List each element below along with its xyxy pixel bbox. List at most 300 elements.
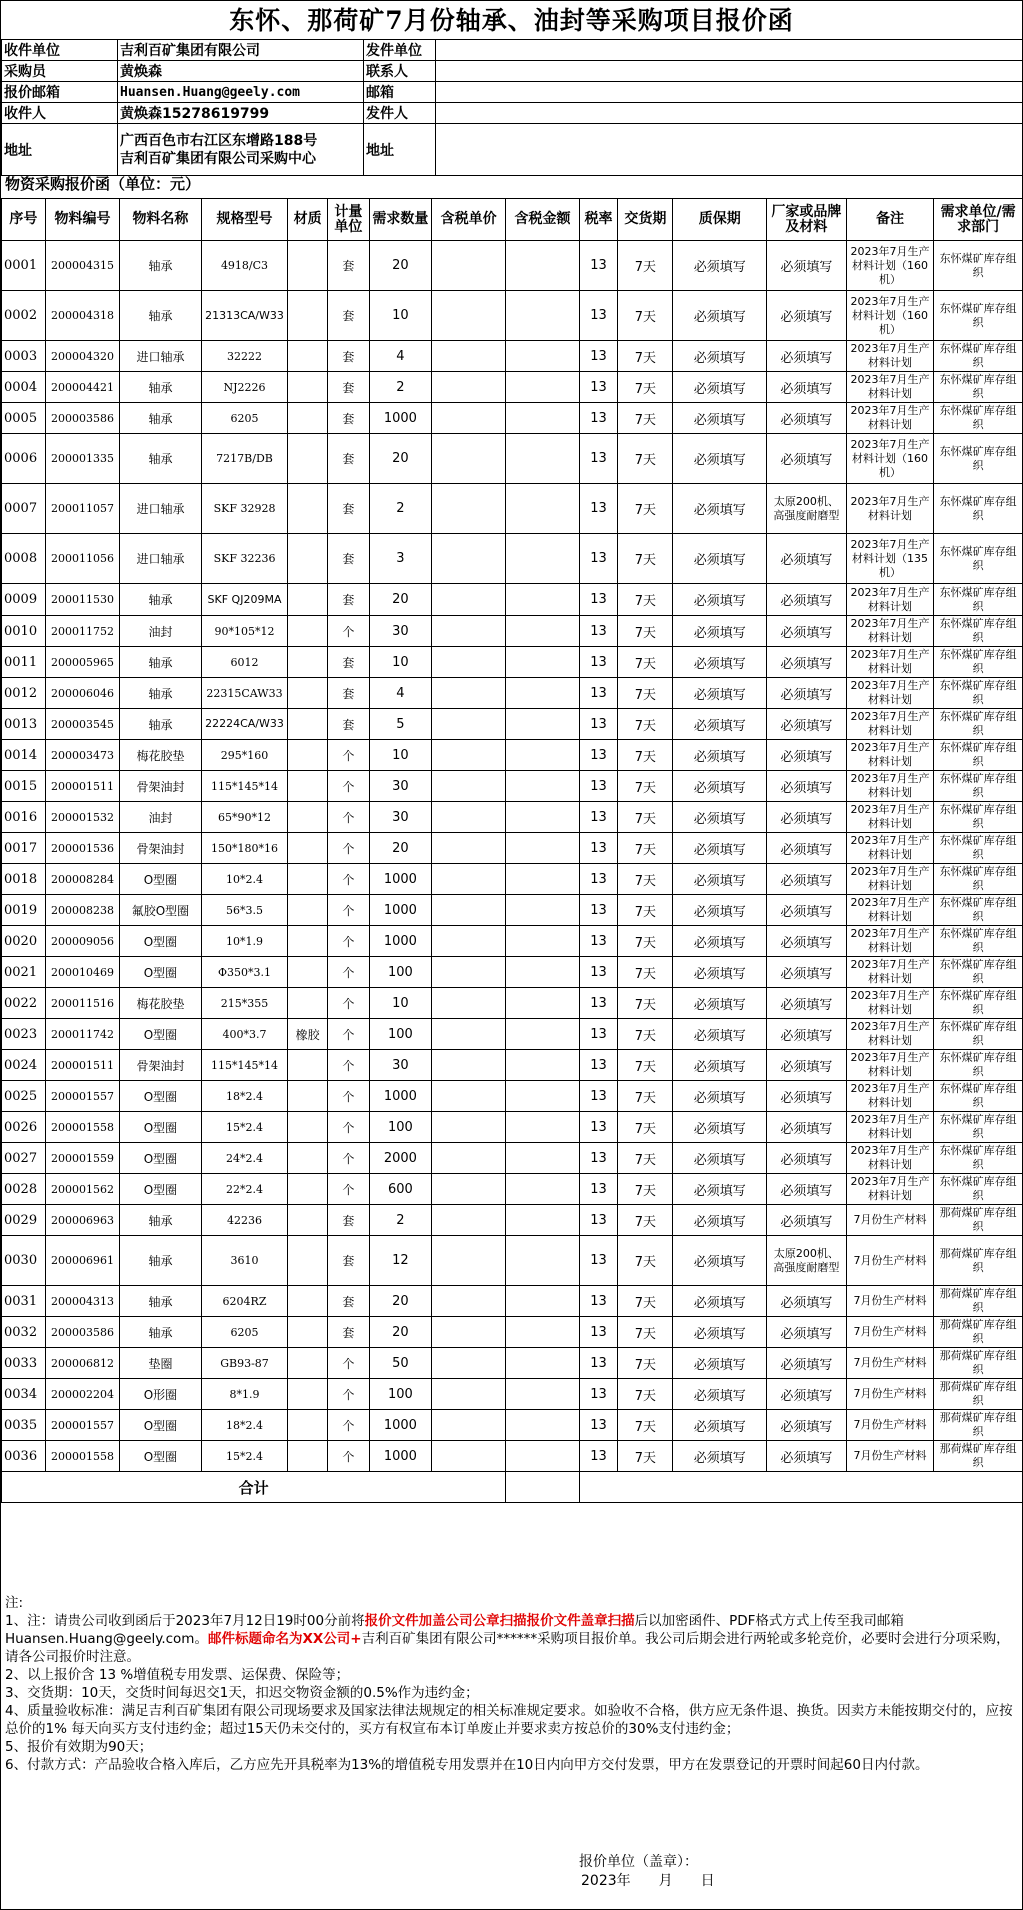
row-unit-price-input[interactable] [431, 1410, 505, 1441]
header-qty: 需求数量 [369, 199, 431, 241]
row-delivery: 7天 [618, 534, 673, 584]
row-spec: 90*105*12 [201, 616, 288, 647]
row-dept: 东怀煤矿库存组织 [934, 241, 1023, 291]
table-row [2, 241, 1023, 291]
row-amount-input[interactable] [506, 584, 579, 616]
row-seq: 0010 [2, 616, 46, 647]
sender-unit-label: 发件单位 [364, 40, 436, 61]
table-subtitle: 物资采购报价函（单位：元） [5, 175, 201, 193]
row-dept: 那荷煤矿库存组织 [934, 1317, 1023, 1348]
row-unit-price-input[interactable] [431, 434, 505, 484]
row-unit: 个 [328, 771, 370, 802]
row-material [288, 1410, 328, 1441]
row-unit-price-input[interactable] [431, 678, 505, 709]
row-remark: 2023年7月生产材料计划 [846, 1174, 934, 1205]
table-row [2, 926, 1023, 957]
row-unit: 个 [328, 1379, 370, 1410]
row-material [288, 403, 328, 434]
row-spec: 8*1.9 [201, 1379, 288, 1410]
total-amount-input[interactable] [506, 1472, 579, 1503]
row-delivery: 7天 [618, 1205, 673, 1236]
row-spec: 6205 [201, 1317, 288, 1348]
row-delivery: 7天 [618, 678, 673, 709]
table-row [2, 372, 1023, 403]
row-warranty: 必须填写 [673, 1019, 767, 1050]
row-amount-input[interactable] [506, 957, 579, 988]
row-amount-input[interactable] [506, 1019, 579, 1050]
row-unit: 个 [328, 1081, 370, 1112]
row-amount-input[interactable] [506, 1205, 579, 1236]
row-brand: 必须填写 [767, 864, 846, 895]
row-material [288, 534, 328, 584]
row-code: 200011057 [45, 484, 119, 534]
row-seq: 0033 [2, 1348, 46, 1379]
mailbox-value[interactable] [436, 82, 1023, 103]
row-amount-input[interactable] [506, 1348, 579, 1379]
row-qty: 10 [369, 647, 431, 678]
row-qty: 5 [369, 709, 431, 740]
row-amount-input[interactable] [506, 1174, 579, 1205]
row-qty: 10 [369, 740, 431, 771]
row-amount-input[interactable] [506, 647, 579, 678]
row-remark: 2023年7月生产材料计划 [846, 895, 934, 926]
row-name: 氟胶O型圈 [120, 895, 202, 926]
row-spec: 6204RZ [201, 1286, 288, 1317]
row-delivery: 7天 [618, 709, 673, 740]
row-spec: SKF 32236 [201, 534, 288, 584]
row-dept: 东怀煤矿库存组织 [934, 403, 1023, 434]
table-row [2, 771, 1023, 802]
row-amount-input[interactable] [506, 341, 579, 372]
row-tax: 13 [579, 957, 618, 988]
row-tax: 13 [579, 647, 618, 678]
row-delivery: 7天 [618, 1441, 673, 1472]
row-amount-input[interactable] [506, 241, 579, 291]
row-amount-input[interactable] [506, 678, 579, 709]
header-code: 物料编号 [45, 199, 119, 241]
row-amount-input[interactable] [506, 1112, 579, 1143]
row-brand: 必须填写 [767, 771, 846, 802]
row-seq: 0036 [2, 1441, 46, 1472]
row-material [288, 484, 328, 534]
row-remark: 2023年7月生产材料计划（135机） [846, 534, 934, 584]
table-row [2, 1174, 1023, 1205]
row-amount-input[interactable] [506, 988, 579, 1019]
row-unit-price-input[interactable] [431, 740, 505, 771]
row-name: 轴承 [120, 372, 202, 403]
row-code: 200006963 [45, 1205, 119, 1236]
row-seq: 0025 [2, 1081, 46, 1112]
row-tax: 13 [579, 1410, 618, 1441]
page-title: 东怀、那荷矿7月份轴承、油封等采购项目报价函 [229, 6, 794, 35]
row-remark: 2023年7月生产材料计划 [846, 709, 934, 740]
row-unit-price-input[interactable] [431, 291, 505, 341]
row-dept: 东怀煤矿库存组织 [934, 1081, 1023, 1112]
row-unit: 套 [328, 1286, 370, 1317]
row-unit-price-input[interactable] [431, 1143, 505, 1174]
row-qty: 50 [369, 1348, 431, 1379]
row-remark: 7月份生产材料 [846, 1348, 934, 1379]
row-unit-price-input[interactable] [431, 647, 505, 678]
table-row [2, 1112, 1023, 1143]
row-spec: 6012 [201, 647, 288, 678]
row-unit-price-input[interactable] [431, 584, 505, 616]
row-name: 垫圈 [120, 1348, 202, 1379]
row-code: 200001532 [45, 802, 119, 833]
row-material [288, 616, 328, 647]
row-dept: 那荷煤矿库存组织 [934, 1441, 1023, 1472]
row-warranty: 必须填写 [673, 709, 767, 740]
row-name: O型圈 [120, 1112, 202, 1143]
row-unit-price-input[interactable] [431, 895, 505, 926]
row-qty: 100 [369, 957, 431, 988]
row-unit-price-input[interactable] [431, 709, 505, 740]
header-warranty: 质保期 [673, 199, 767, 241]
address-label: 地址 [2, 124, 118, 176]
row-delivery: 7天 [618, 957, 673, 988]
row-tax: 13 [579, 291, 618, 341]
row-dept: 东怀煤矿库存组织 [934, 584, 1023, 616]
row-amount-input[interactable] [506, 833, 579, 864]
row-amount-input[interactable] [506, 740, 579, 771]
row-name: O型圈 [120, 864, 202, 895]
row-qty: 100 [369, 1019, 431, 1050]
row-seq: 0024 [2, 1050, 46, 1081]
row-code: 200010469 [45, 957, 119, 988]
row-tax: 13 [579, 1379, 618, 1410]
info-table [1, 39, 1023, 176]
table-row [2, 1286, 1023, 1317]
table-row [2, 403, 1023, 434]
row-brand: 必须填写 [767, 988, 846, 1019]
row-unit-price-input[interactable] [431, 372, 505, 403]
note-1-highlight-1: 报价文件加盖公司公章扫描报价文件盖章扫描 [364, 1613, 635, 1629]
row-name: 骨架油封 [120, 771, 202, 802]
note-1-text-b: 后以加密函件、PDF格式方式上传至我司邮箱Huansen.Huang@geely.com。 [5, 1613, 904, 1647]
row-dept: 东怀煤矿库存组织 [934, 771, 1023, 802]
row-unit: 个 [328, 802, 370, 833]
row-remark: 2023年7月生产材料计划 [846, 484, 934, 534]
row-amount-input[interactable] [506, 372, 579, 403]
row-name: O型圈 [120, 926, 202, 957]
row-seq: 0007 [2, 484, 46, 534]
row-unit-price-input[interactable] [431, 833, 505, 864]
note-1-text-a: 1、注：请贵公司收到函后于2023年7月12日19时00分前将 [5, 1613, 365, 1629]
row-name: 油封 [120, 616, 202, 647]
table-row [2, 584, 1023, 616]
row-unit-price-input[interactable] [431, 1317, 505, 1348]
row-tax: 13 [579, 434, 618, 484]
row-amount-input[interactable] [506, 484, 579, 534]
row-unit: 套 [328, 403, 370, 434]
row-qty: 4 [369, 341, 431, 372]
row-delivery: 7天 [618, 833, 673, 864]
sender-unit-value[interactable] [436, 40, 1023, 61]
row-dept: 东怀煤矿库存组织 [934, 434, 1023, 484]
row-seq: 0002 [2, 291, 46, 341]
row-unit: 个 [328, 740, 370, 771]
note-2: 2、以上报价含 13 %增值税专用发票、运保费、保险等； [5, 1667, 350, 1683]
row-remark: 2023年7月生产材料计划 [846, 1112, 934, 1143]
row-name: O型圈 [120, 1441, 202, 1472]
header-dept: 需求单位/需求部门 [934, 199, 1023, 241]
row-brand: 必须填写 [767, 372, 846, 403]
row-warranty: 必须填写 [673, 1174, 767, 1205]
row-brand: 必须填写 [767, 1317, 846, 1348]
row-amount-input[interactable] [506, 895, 579, 926]
header-seq: 序号 [2, 199, 46, 241]
row-unit-price-input[interactable] [431, 616, 505, 647]
row-delivery: 7天 [618, 895, 673, 926]
row-tax: 13 [579, 1019, 618, 1050]
address-label-2: 地址 [364, 124, 436, 176]
row-seq: 0031 [2, 1286, 46, 1317]
table-row [2, 1050, 1023, 1081]
row-warranty: 必须填写 [673, 1441, 767, 1472]
row-code: 200004421 [45, 372, 119, 403]
row-unit: 个 [328, 1348, 370, 1379]
row-unit-price-input[interactable] [431, 926, 505, 957]
row-name: O型圈 [120, 1410, 202, 1441]
row-brand: 必须填写 [767, 241, 846, 291]
buyer-value: 黄焕森 [118, 61, 364, 82]
row-unit-price-input[interactable] [431, 484, 505, 534]
row-material [288, 895, 328, 926]
row-material [288, 647, 328, 678]
row-amount-input[interactable] [506, 709, 579, 740]
row-remark: 2023年7月生产材料计划 [846, 802, 934, 833]
notes-heading: 注: [5, 1595, 24, 1611]
row-unit-price-input[interactable] [431, 241, 505, 291]
row-amount-input[interactable] [506, 1236, 579, 1286]
row-unit-price-input[interactable] [431, 988, 505, 1019]
row-remark: 2023年7月生产材料计划（160机） [846, 291, 934, 341]
row-delivery: 7天 [618, 864, 673, 895]
table-row [2, 1317, 1023, 1348]
row-unit-price-input[interactable] [431, 1379, 505, 1410]
table-row [2, 434, 1023, 484]
row-code: 200011752 [45, 616, 119, 647]
row-tax: 13 [579, 1081, 618, 1112]
row-warranty: 必须填写 [673, 864, 767, 895]
table-row [2, 1143, 1023, 1174]
row-unit-price-input[interactable] [431, 403, 505, 434]
row-unit-price-input[interactable] [431, 1019, 505, 1050]
row-amount-input[interactable] [506, 1143, 579, 1174]
row-delivery: 7天 [618, 771, 673, 802]
row-unit-price-input[interactable] [431, 1236, 505, 1286]
row-seq: 0022 [2, 988, 46, 1019]
row-code: 200001559 [45, 1143, 119, 1174]
row-brand: 必须填写 [767, 584, 846, 616]
row-seq: 0023 [2, 1019, 46, 1050]
row-material [288, 1286, 328, 1317]
row-remark: 2023年7月生产材料计划 [846, 864, 934, 895]
header-amount: 含税金额 [506, 199, 579, 241]
row-warranty: 必须填写 [673, 895, 767, 926]
row-dept: 东怀煤矿库存组织 [934, 341, 1023, 372]
row-brand: 必须填写 [767, 403, 846, 434]
row-seq: 0008 [2, 534, 46, 584]
row-material [288, 678, 328, 709]
row-amount-input[interactable] [506, 864, 579, 895]
row-unit-price-input[interactable] [431, 957, 505, 988]
row-code: 200004315 [45, 241, 119, 291]
row-amount-input[interactable] [506, 1286, 579, 1317]
row-delivery: 7天 [618, 1050, 673, 1081]
row-name: O型圈 [120, 1174, 202, 1205]
quote-date-label: 2023年 月 日 [581, 1873, 715, 1889]
row-tax: 13 [579, 802, 618, 833]
row-delivery: 7天 [618, 434, 673, 484]
row-dept: 东怀煤矿库存组织 [934, 484, 1023, 534]
row-amount-input[interactable] [506, 802, 579, 833]
row-name: 轴承 [120, 1236, 202, 1286]
row-name: 梅花胶垫 [120, 740, 202, 771]
row-name: 进口轴承 [120, 534, 202, 584]
row-qty: 1000 [369, 1441, 431, 1472]
table-row [2, 647, 1023, 678]
table-row [2, 678, 1023, 709]
row-spec: 56*3.5 [201, 895, 288, 926]
row-code: 200001536 [45, 833, 119, 864]
row-unit-price-input[interactable] [431, 864, 505, 895]
row-unit-price-input[interactable] [431, 1081, 505, 1112]
row-amount-input[interactable] [506, 1379, 579, 1410]
table-row [2, 1379, 1023, 1410]
row-warranty: 必须填写 [673, 988, 767, 1019]
row-delivery: 7天 [618, 1379, 673, 1410]
row-unit-price-input[interactable] [431, 1205, 505, 1236]
row-spec: 32222 [201, 341, 288, 372]
row-remark: 7月份生产材料 [846, 1236, 934, 1286]
table-row [2, 616, 1023, 647]
row-amount-input[interactable] [506, 771, 579, 802]
row-code: 200009056 [45, 926, 119, 957]
row-dept: 东怀煤矿库存组织 [934, 926, 1023, 957]
row-material [288, 1050, 328, 1081]
row-unit-price-input[interactable] [431, 1348, 505, 1379]
table-row [2, 1410, 1023, 1441]
row-tax: 13 [579, 341, 618, 372]
row-seq: 0012 [2, 678, 46, 709]
address-value-2[interactable] [436, 124, 1023, 176]
row-unit: 个 [328, 1050, 370, 1081]
row-unit-price-input[interactable] [431, 341, 505, 372]
row-amount-input[interactable] [506, 434, 579, 484]
row-delivery: 7天 [618, 926, 673, 957]
row-material [288, 1441, 328, 1472]
row-delivery: 7天 [618, 1348, 673, 1379]
row-material [288, 341, 328, 372]
row-dept: 东怀煤矿库存组织 [934, 372, 1023, 403]
row-name: 轴承 [120, 434, 202, 484]
row-brand: 必须填写 [767, 802, 846, 833]
row-warranty: 必须填写 [673, 241, 767, 291]
row-amount-input[interactable] [506, 1050, 579, 1081]
row-unit-price-input[interactable] [431, 1441, 505, 1472]
row-remark: 2023年7月生产材料计划 [846, 341, 934, 372]
row-amount-input[interactable] [506, 926, 579, 957]
note-4: 4、质量验收标准：满足吉利百矿集团有限公司现场要求及国家法律法规规定的相关标准规定要求。如验收不合格，供方应无条件退、换货。因卖方未能按期交付的，应按总价的1% 每天向买方支付违约金；超过15天仍未交付的，买方有权宣布本订单废止并要求卖方按总价的30%支付违约金； [5, 1703, 1013, 1737]
row-qty: 1000 [369, 864, 431, 895]
row-spec: 22224CA/W33 [201, 709, 288, 740]
row-delivery: 7天 [618, 616, 673, 647]
row-seq: 0026 [2, 1112, 46, 1143]
row-dept: 东怀煤矿库存组织 [934, 895, 1023, 926]
row-qty: 30 [369, 1050, 431, 1081]
email-value: Huansen.Huang@geely.com [118, 82, 364, 103]
row-unit: 个 [328, 616, 370, 647]
row-material [288, 988, 328, 1019]
row-seq: 0034 [2, 1379, 46, 1410]
row-amount-input[interactable] [506, 403, 579, 434]
table-row [2, 1205, 1023, 1236]
row-delivery: 7天 [618, 403, 673, 434]
row-spec: 7217B/DB [201, 434, 288, 484]
header-spec: 规格型号 [201, 199, 288, 241]
row-unit-price-input[interactable] [431, 1174, 505, 1205]
row-code: 200008238 [45, 895, 119, 926]
row-code: 200011742 [45, 1019, 119, 1050]
header-material: 材质 [288, 199, 328, 241]
row-amount-input[interactable] [506, 534, 579, 584]
row-unit-price-input[interactable] [431, 771, 505, 802]
row-amount-input[interactable] [506, 616, 579, 647]
row-warranty: 必须填写 [673, 1317, 767, 1348]
row-amount-input[interactable] [506, 1410, 579, 1441]
row-delivery: 7天 [618, 1081, 673, 1112]
row-unit-price-input[interactable] [431, 1286, 505, 1317]
row-tax: 13 [579, 926, 618, 957]
row-remark: 7月份生产材料 [846, 1317, 934, 1348]
row-code: 200001557 [45, 1081, 119, 1112]
row-brand: 必须填写 [767, 1050, 846, 1081]
row-qty: 2 [369, 1205, 431, 1236]
row-name: 轴承 [120, 1205, 202, 1236]
row-seq: 0016 [2, 802, 46, 833]
row-spec: 150*180*16 [201, 833, 288, 864]
row-code: 200003473 [45, 740, 119, 771]
row-amount-input[interactable] [506, 291, 579, 341]
row-qty: 30 [369, 771, 431, 802]
row-code: 200011056 [45, 534, 119, 584]
sender-value[interactable] [436, 103, 1023, 124]
row-unit-price-input[interactable] [431, 1112, 505, 1143]
row-remark: 7月份生产材料 [846, 1441, 934, 1472]
row-warranty: 必须填写 [673, 1112, 767, 1143]
row-unit-price-input[interactable] [431, 534, 505, 584]
row-brand: 太原200机、高强度耐磨型 [767, 484, 846, 534]
row-material [288, 1348, 328, 1379]
row-code: 200001557 [45, 1410, 119, 1441]
row-dept: 东怀煤矿库存组织 [934, 1050, 1023, 1081]
row-remark: 2023年7月生产材料计划（160机） [846, 434, 934, 484]
row-unit-price-input[interactable] [431, 802, 505, 833]
row-unit-price-input[interactable] [431, 1050, 505, 1081]
row-code: 200001558 [45, 1441, 119, 1472]
row-amount-input[interactable] [506, 1081, 579, 1112]
contact-value[interactable] [436, 61, 1023, 82]
row-delivery: 7天 [618, 802, 673, 833]
row-amount-input[interactable] [506, 1441, 579, 1472]
row-material [288, 864, 328, 895]
table-row [2, 957, 1023, 988]
header-brand: 厂家或品牌及材料 [767, 199, 846, 241]
row-warranty: 必须填写 [673, 647, 767, 678]
row-amount-input[interactable] [506, 1317, 579, 1348]
row-name: 轴承 [120, 1317, 202, 1348]
